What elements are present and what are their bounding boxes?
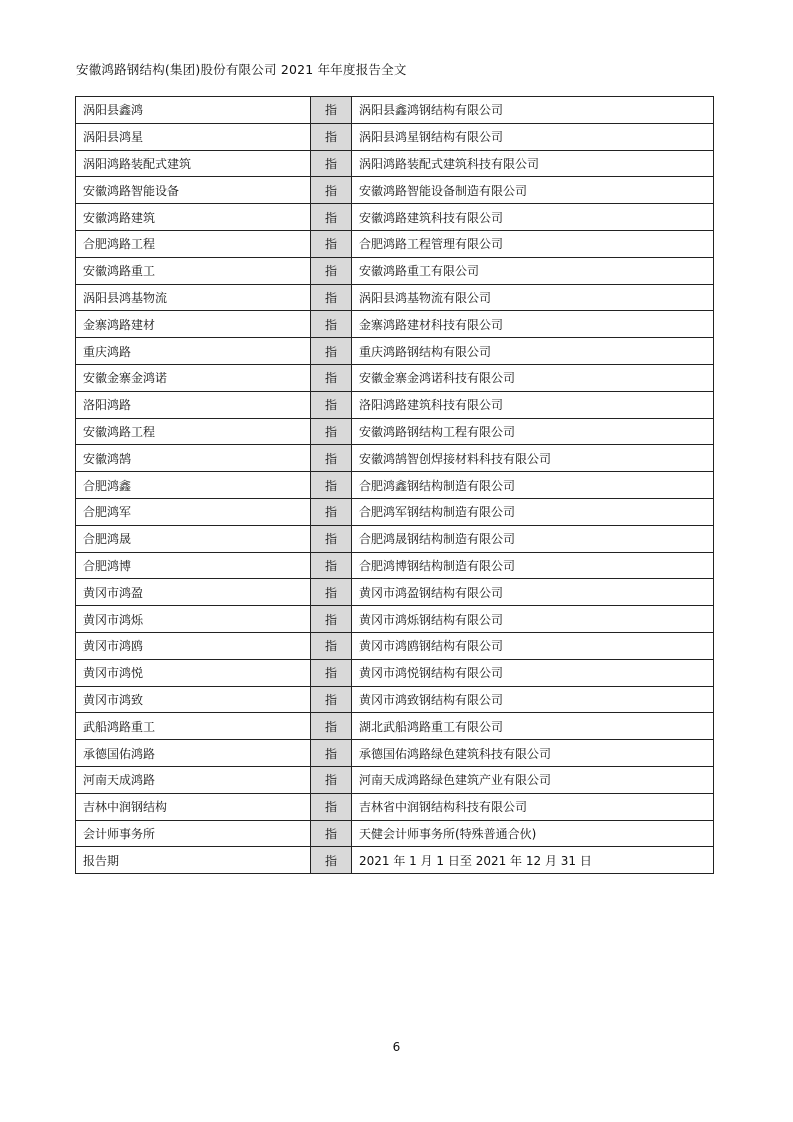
table-row <box>76 686 714 713</box>
table-row <box>76 847 714 874</box>
definition-cell: 合肥鸿晟钢结构制造有限公司 <box>352 525 714 552</box>
term-cell: 重庆鸿路 <box>76 338 311 365</box>
term-cell: 河南天成鸿路 <box>76 766 311 793</box>
connector-cell: 指 <box>311 391 352 418</box>
definition-cell: 涡阳鸿路装配式建筑科技有限公司 <box>352 150 714 177</box>
connector-cell: 指 <box>311 364 352 391</box>
definition-cell: 天健会计师事务所(特殊普通合伙) <box>352 820 714 847</box>
term-cell: 合肥鸿博 <box>76 552 311 579</box>
table-row <box>76 579 714 606</box>
connector-cell: 指 <box>311 150 352 177</box>
definition-cell: 涡阳县鑫鸿钢结构有限公司 <box>352 97 714 124</box>
table-row <box>76 177 714 204</box>
table-row <box>76 150 714 177</box>
table-row <box>76 97 714 124</box>
connector-cell: 指 <box>311 338 352 365</box>
term-cell: 黄冈市鸿悦 <box>76 659 311 686</box>
table-row <box>76 793 714 820</box>
connector-cell: 指 <box>311 552 352 579</box>
table-row <box>76 552 714 579</box>
definition-cell: 安徽金寨金鸿诺科技有限公司 <box>352 364 714 391</box>
term-cell: 涡阳县鸿基物流 <box>76 284 311 311</box>
connector-cell: 指 <box>311 311 352 338</box>
connector-cell: 指 <box>311 123 352 150</box>
definition-cell: 合肥鸿路工程管理有限公司 <box>352 230 714 257</box>
table-row <box>76 632 714 659</box>
term-cell: 安徽鸿路建筑 <box>76 204 311 231</box>
term-cell: 安徽鸿鹄 <box>76 445 311 472</box>
definitions-table <box>75 96 714 874</box>
connector-cell: 指 <box>311 257 352 284</box>
table-row <box>76 606 714 633</box>
term-cell: 报告期 <box>76 847 311 874</box>
definition-cell: 重庆鸿路钢结构有限公司 <box>352 338 714 365</box>
term-cell: 合肥鸿晟 <box>76 525 311 552</box>
definition-cell: 湖北武船鸿路重工有限公司 <box>352 713 714 740</box>
connector-cell: 指 <box>311 97 352 124</box>
definition-cell: 安徽鸿鹄智创焊接材料科技有限公司 <box>352 445 714 472</box>
term-cell: 武船鸿路重工 <box>76 713 311 740</box>
table-row <box>76 498 714 525</box>
definition-cell: 安徽鸿路钢结构工程有限公司 <box>352 418 714 445</box>
definition-cell: 黄冈市鸿盈钢结构有限公司 <box>352 579 714 606</box>
definition-cell: 河南天成鸿路绿色建筑产业有限公司 <box>352 766 714 793</box>
term-cell: 承德国佑鸿路 <box>76 740 311 767</box>
definition-cell: 黄冈市鸿悦钢结构有限公司 <box>352 659 714 686</box>
definition-cell: 吉林省中润钢结构科技有限公司 <box>352 793 714 820</box>
term-cell: 涡阳鸿路装配式建筑 <box>76 150 311 177</box>
connector-cell: 指 <box>311 498 352 525</box>
definition-cell: 合肥鸿博钢结构制造有限公司 <box>352 552 714 579</box>
table-row <box>76 418 714 445</box>
report-header-title: 安徽鸿路钢结构(集团)股份有限公司 2021 年年度报告全文 <box>76 62 407 77</box>
table-row <box>76 525 714 552</box>
page-number: 6 <box>392 1040 401 1054</box>
term-cell: 合肥鸿路工程 <box>76 230 311 257</box>
definition-cell: 安徽鸿路建筑科技有限公司 <box>352 204 714 231</box>
term-cell: 涡阳县鸿星 <box>76 123 311 150</box>
definition-cell: 黄冈市鸿烁钢结构有限公司 <box>352 606 714 633</box>
term-cell: 黄冈市鸿烁 <box>76 606 311 633</box>
connector-cell: 指 <box>311 579 352 606</box>
definition-cell: 安徽鸿路智能设备制造有限公司 <box>352 177 714 204</box>
definition-cell: 黄冈市鸿鸥钢结构有限公司 <box>352 632 714 659</box>
definition-cell: 涡阳县鸿基物流有限公司 <box>352 284 714 311</box>
table-row <box>76 445 714 472</box>
term-cell: 黄冈市鸿致 <box>76 686 311 713</box>
term-cell: 黄冈市鸿盈 <box>76 579 311 606</box>
table-row <box>76 364 714 391</box>
term-cell: 会计师事务所 <box>76 820 311 847</box>
term-cell: 洛阳鸿路 <box>76 391 311 418</box>
table-row <box>76 204 714 231</box>
connector-cell: 指 <box>311 177 352 204</box>
term-cell: 涡阳县鑫鸿 <box>76 97 311 124</box>
definition-cell: 合肥鸿鑫钢结构制造有限公司 <box>352 472 714 499</box>
table-row <box>76 766 714 793</box>
table-row <box>76 740 714 767</box>
term-cell: 合肥鸿鑫 <box>76 472 311 499</box>
term-cell: 合肥鸿军 <box>76 498 311 525</box>
table-row <box>76 713 714 740</box>
connector-cell: 指 <box>311 472 352 499</box>
connector-cell: 指 <box>311 793 352 820</box>
connector-cell: 指 <box>311 418 352 445</box>
connector-cell: 指 <box>311 632 352 659</box>
table-row <box>76 820 714 847</box>
table-row <box>76 311 714 338</box>
term-cell: 金寨鸿路建材 <box>76 311 311 338</box>
connector-cell: 指 <box>311 847 352 874</box>
term-cell: 黄冈市鸿鸥 <box>76 632 311 659</box>
connector-cell: 指 <box>311 713 352 740</box>
table-row <box>76 123 714 150</box>
connector-cell: 指 <box>311 445 352 472</box>
table-row <box>76 230 714 257</box>
connector-cell: 指 <box>311 230 352 257</box>
table-row <box>76 338 714 365</box>
definition-cell: 洛阳鸿路建筑科技有限公司 <box>352 391 714 418</box>
connector-cell: 指 <box>311 820 352 847</box>
definition-cell: 涡阳县鸿星钢结构有限公司 <box>352 123 714 150</box>
connector-cell: 指 <box>311 659 352 686</box>
term-cell: 安徽鸿路重工 <box>76 257 311 284</box>
definitions-table-body <box>76 97 714 874</box>
term-cell: 安徽鸿路智能设备 <box>76 177 311 204</box>
table-row <box>76 284 714 311</box>
term-cell: 安徽鸿路工程 <box>76 418 311 445</box>
table-row <box>76 659 714 686</box>
definition-cell: 2021 年 1 月 1 日至 2021 年 12 月 31 日 <box>352 847 714 874</box>
table-row <box>76 472 714 499</box>
connector-cell: 指 <box>311 525 352 552</box>
term-cell: 吉林中润钢结构 <box>76 793 311 820</box>
connector-cell: 指 <box>311 766 352 793</box>
definition-cell: 金寨鸿路建材科技有限公司 <box>352 311 714 338</box>
connector-cell: 指 <box>311 284 352 311</box>
connector-cell: 指 <box>311 204 352 231</box>
connector-cell: 指 <box>311 740 352 767</box>
definition-cell: 合肥鸿军钢结构制造有限公司 <box>352 498 714 525</box>
connector-cell: 指 <box>311 686 352 713</box>
definition-cell: 安徽鸿路重工有限公司 <box>352 257 714 284</box>
definition-cell: 承德国佑鸿路绿色建筑科技有限公司 <box>352 740 714 767</box>
table-row <box>76 257 714 284</box>
connector-cell: 指 <box>311 606 352 633</box>
table-row <box>76 391 714 418</box>
definition-cell: 黄冈市鸿致钢结构有限公司 <box>352 686 714 713</box>
term-cell: 安徽金寨金鸿诺 <box>76 364 311 391</box>
